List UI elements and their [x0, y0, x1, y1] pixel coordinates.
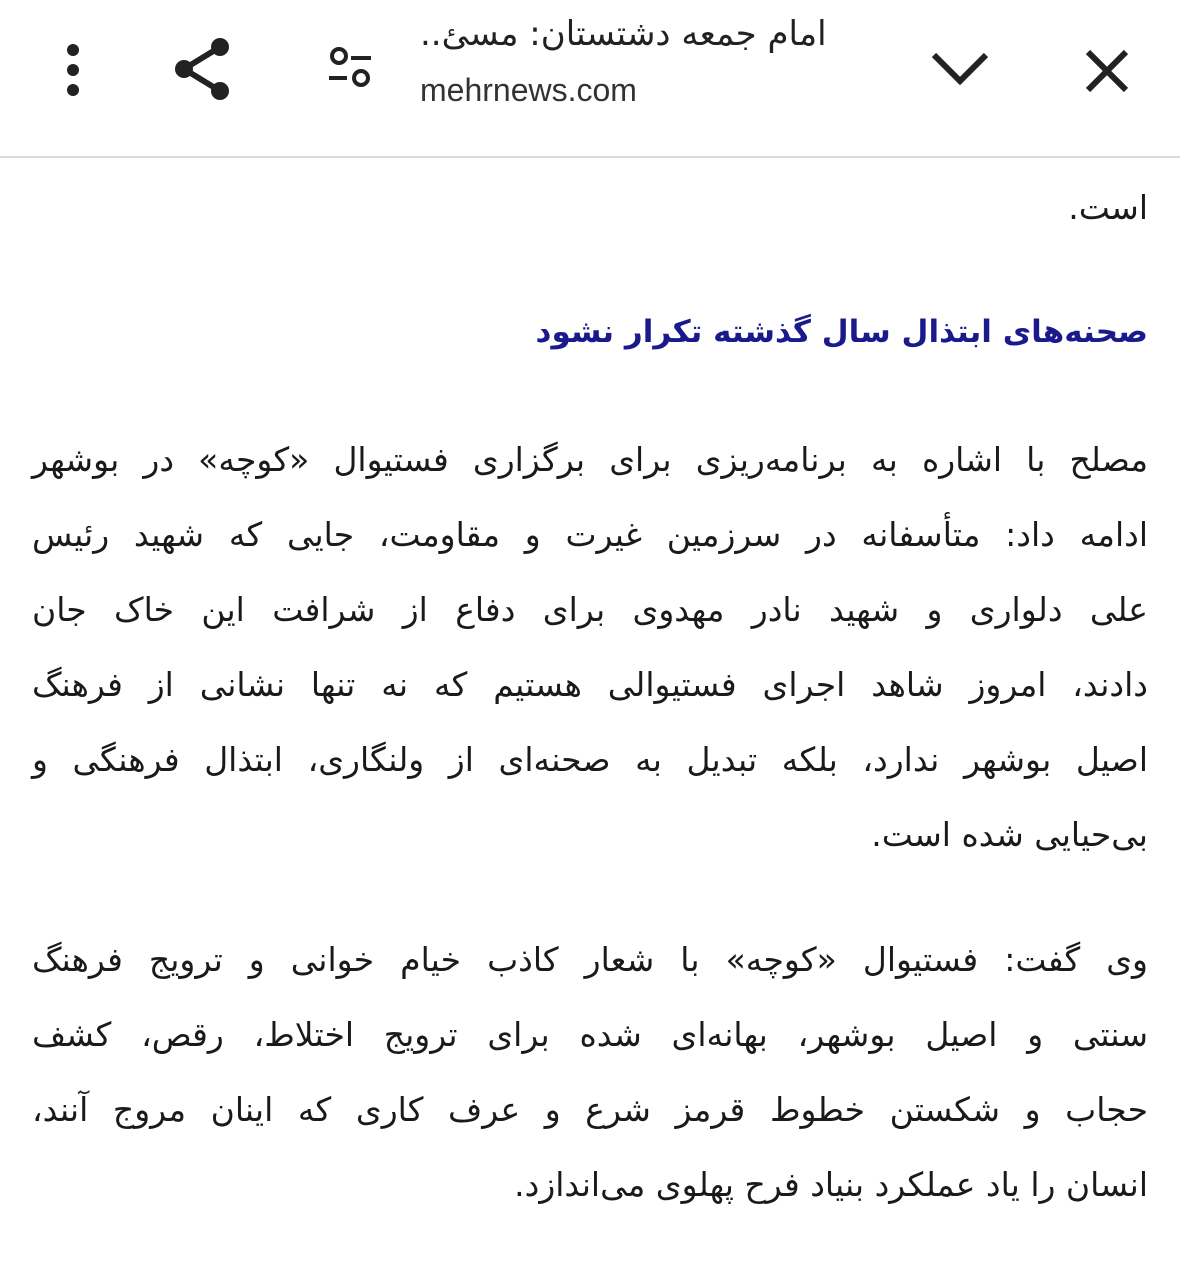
share-icon[interactable]: [170, 36, 236, 102]
browser-toolbar: [0, 0, 1180, 158]
paragraph-line: سنتی و اصیل بوشهر، بهانه‌ای شده برای ترویج اختلاط، رقص، کشف: [32, 1015, 1148, 1054]
paragraph-line: بی‌حیایی شده است.: [871, 815, 1148, 854]
paragraph: [32, 422, 1148, 872]
paragraph: [32, 922, 1148, 1222]
paragraph-tail: است.: [1068, 188, 1148, 227]
article-body: [32, 170, 1148, 1272]
page-domain: mehrnews.com: [420, 72, 637, 108]
page-settings-icon[interactable]: [322, 44, 378, 94]
section-heading: صحنه‌های ابتذال سال گذشته تکرار نشود: [535, 314, 1148, 350]
paragraph-line: حجاب و شکستن خطوط قرمز شرع و عرف کاری که اینان مروج آنند،: [32, 1090, 1148, 1129]
paragraph-line: اصیل بوشهر ندارد، بلکه تبدیل به صحنه‌ای از ولنگاری، ابتذال فرهنگی و: [32, 740, 1148, 779]
chevron-down-icon[interactable]: [928, 44, 992, 94]
more-vert-icon[interactable]: [48, 40, 98, 100]
paragraph-line: مصلح با اشاره به برنامه‌ریزی برای برگزاری فستیوال «کوچه» در بوشهر: [32, 440, 1148, 479]
close-icon[interactable]: [1080, 44, 1134, 98]
paragraph-line: علی دلواری و شهید نادر مهدوی برای دفاع از شرافت این خاک جان: [32, 590, 1148, 629]
paragraph-line: وی گفت: فستیوال «کوچه» با شعار کاذب خیام خوانی و ترویج فرهنگ: [32, 940, 1148, 979]
page-title: امام جمعه دشتستان: مسئ..: [420, 14, 827, 54]
page-title-area[interactable]: [420, 14, 890, 109]
paragraph-line: دادند، امروز شاهد اجرای فستیوالی هستیم که نه تنها نشانی از فرهنگ: [32, 665, 1148, 704]
paragraph-line: انسان را یاد عملکرد بنیاد فرح پهلوی می‌اندازد.: [514, 1165, 1148, 1204]
paragraph-line: ادامه داد: متأسفانه در سرزمین غیرت و مقاومت، جایی که شهید رئیس: [32, 515, 1148, 554]
